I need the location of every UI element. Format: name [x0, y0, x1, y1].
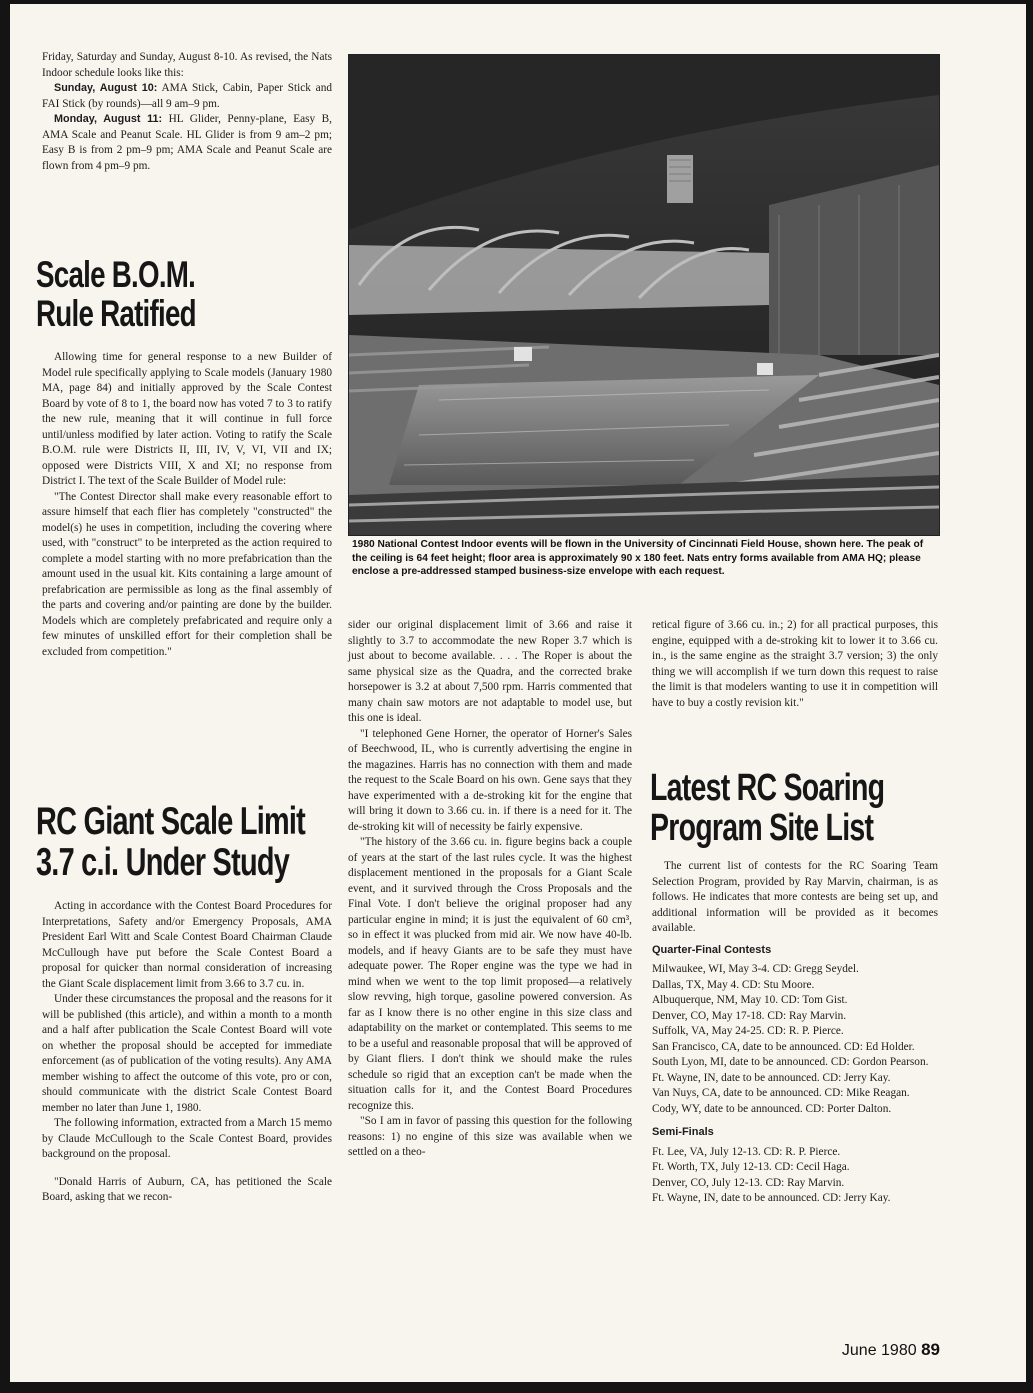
- quarter-final-item: Albuquerque, NM, May 10. CD: Tom Gist.: [652, 994, 848, 1006]
- giant-scale-article-col1: [42, 899, 332, 1206]
- schedule-monday-label: Monday, August 11:: [54, 113, 163, 125]
- giant-scale-col2-paragraph-2: "I telephoned Gene Horner, the operator of Horner's Sales of Beechwood, IL, who is currently advertising the engine in the magazines. Harris has no connection with them and made the request to the Scale Board on his own. Gene says that they have experimented with a de-stroking kit for the engine that will bring it down to 3.66 cu. in. if there is a need for it. The de-stroking kit will of necessity be fairly expensive.: [348, 727, 632, 833]
- quarter-final-item: Suffolk, VA, May 24-25. CD: R. P. Pierce.: [652, 1025, 844, 1037]
- scale-bom-paragraph-1: Allowing time for general response to a new Builder of Model rule specifically applying to Scale models (January 1980 MA, page 84) and initially approved by the Scale Contest Board by vote of 8 to 1, the board now has voted 7 to 3 to ratify the new rule, meaning that it will continue in full force until/unless modified by later action. Voting to ratify the Scale B.O.M. rule were Districts II, III, IV, V, VI, VII and IX; opposed were Districts VIII, X and XI; no response from District I. The text of the Scale Builder of Model rule:: [42, 351, 332, 487]
- giant-scale-col2-paragraph-3: "The history of the 3.66 cu. in. figure begins back a couple of years at the start of the last rules cycle. It was the highest displacement mentioned in the proposals for a Giant Scale event, and it survived through the Cross Proposals and the Final Vote. I don't believe the original proposer had any particular engine in mind; it is just the equivalent of 60 cm³, so in effect it was plucked from mid air. We now have 40-lb. models, and if heavy Giants are to be safe they must have adequate power. The Roper engine was the type we had in mind when we went to the top limit proposed—a relatively slow revving, high torque, gasoline powered conversion. As far as I know there is no other engine in this size class and adaptability on the market or contemplated. This seems to me to be a useful and reasonable proposal that will be approved of by Giant fliers. I don't think we should make the rules schedule so rigid that an exception can't be made when the situation calls for it, and the Contest Board Procedures recognize this.: [348, 836, 632, 1112]
- semi-final-list: [652, 1145, 938, 1207]
- quarter-final-item: San Francisco, CA, date to be announced. CD: Ed Holder.: [652, 1040, 915, 1053]
- schedule-sunday: [42, 81, 332, 112]
- giant-scale-col2-paragraph-1: sider our original displacement limit of 3.66 and raise it slightly to 3.7 to accommodate the new Roper 3.7 which is just about to become available. . . . The Roper is about the same physical size as the Quadra, and the corrected brake horsepower is 3.2 at about 7,500 rpm. Harris commented that many chain saw motors are not adaptable to model use, but this one is ideal.: [348, 619, 632, 724]
- quarter-final-item: Dallas, TX, May 4. CD: Stu Moore.: [652, 978, 815, 991]
- soaring-paragraph-1: The current list of contests for the RC Soaring Team Selection Program, provided by Ray Marvin, chairman, is as follows. He indicates that more contests are being set up, and additional information will be provided as it becomes available.: [652, 860, 938, 934]
- issue-date: June 1980: [841, 1342, 917, 1359]
- giant-scale-paragraph-2: Under these circumstances the proposal and the reasons for it will be published (this article), and within a month to a month and a half after publication the Scale Contest Board will vote on whether the proposal should be accepted for immediate enforcement (as of publication of the voting results). Any AMA member wishing to affect the outcome of this vote, pro or con, should communicate with the district Scale Contest Board member no later than June 1, 1980.: [42, 993, 332, 1114]
- quarter-final-item: Cody, WY, date to be announced. CD: Porter Dalton.: [652, 1102, 892, 1115]
- field-house-illustration: [349, 55, 939, 535]
- semi-final-item: Ft. Wayne, IN, date to be announced. CD: Jerry Kay.: [652, 1192, 891, 1204]
- scale-bom-article: [42, 350, 332, 660]
- quarter-final-item: Ft. Wayne, IN, date to be announced. CD: Jerry Kay.: [652, 1071, 891, 1084]
- schedule-sunday-text: AMA Stick, Cabin, Paper Stick and FAI Stick (by rounds)—all 9 am–9 pm.: [42, 82, 332, 110]
- page-number: 89: [921, 1340, 940, 1359]
- page-folio: [842, 1340, 940, 1360]
- giant-scale-article-col2: [348, 618, 632, 1161]
- giant-scale-paragraph-4: "Donald Harris of Auburn, CA, has petitioned the Scale Board, asking that we recon-: [42, 1175, 332, 1203]
- soaring-headline-line1: Latest RC Soaring: [650, 767, 885, 809]
- quarter-final-item: Milwaukee, WI, May 3-4. CD: Gregg Seydel.: [652, 963, 859, 975]
- quarter-final-item: Van Nuys, CA, date to be announced. CD: Mike Reagan.: [652, 1087, 910, 1099]
- quarter-final-heading: Quarter-Final Contests: [652, 943, 772, 956]
- giant-scale-col3-paragraph-1: retical figure of 3.66 cu. in.; 2) for all practical purposes, this engine, equipped with a de-stroking kit to lower it to 3.66 cu. in., is the same engine as the straight 3.7 version; 3) the only thing we will accomplish if we turn down this request to raise the limit is that modelers wanting to use it in competition will have to buy a costly revision kit.": [652, 619, 938, 709]
- schedule-monday-text: HL Glider, Penny-plane, Easy B, AMA Scale and Peanut Scale. HL Glider is from 9 am–2 pm; Easy B is from 2 pm–9 pm; AMA Scale and Peanut Scale are flown from 4 pm–9 pm.: [42, 113, 333, 172]
- scale-bom-headline: [36, 256, 196, 334]
- soaring-headline: [650, 769, 884, 849]
- field-house-photo: [348, 54, 940, 536]
- magazine-page: [10, 4, 1026, 1382]
- semi-final-item: Ft. Lee, VA, July 12-13. CD: R. P. Pierce.: [652, 1145, 841, 1158]
- intro-paragraph: Friday, Saturday and Sunday, August 8-10. As revised, the Nats Indoor schedule looks like this:: [42, 51, 332, 79]
- semi-final-heading: Semi-Finals: [652, 1126, 714, 1138]
- scale-bom-headline-line2: Rule Ratified: [36, 292, 196, 334]
- giant-scale-headline-line1: RC Giant Scale Limit: [36, 800, 306, 843]
- giant-scale-headline: [36, 802, 305, 884]
- scale-bom-paragraph-2: "The Contest Director shall make every reasonable effort to assure himself that each flier has completely "constructed" the model(s) he uses in competition, including the covering where used, with "construct" to be interpreted as the action required to complete a model starting with no more prefabrication than the amount used in the usual kit. Kits containing a large amount of prefabrication are permissible as long as the final assembly of the parts and covering and/or painting are done by the builder. Models which are completely prefabricated and require only a few minutes of unskilled effort for their completion shall be excluded from competition.": [42, 490, 332, 658]
- soaring-headline-line2: Program Site List: [650, 806, 874, 849]
- giant-scale-article-col3: [652, 618, 938, 711]
- giant-scale-col2-paragraph-4: "So I am in favor of passing this question for the following reasons: 1) no engine of this size was available when we settled on a theo-: [348, 1115, 632, 1158]
- scale-bom-headline-line1: Scale B.O.M.: [36, 254, 196, 295]
- quarter-final-item: South Lyon, MI, date to be announced. CD: Gordon Pearson.: [652, 1056, 929, 1068]
- semi-final-item: Denver, CO, July 12-13. CD: Ray Marvin.: [652, 1176, 845, 1189]
- quarter-final-item: Denver, CO, May 17-18. CD: Ray Marvin.: [652, 1009, 847, 1022]
- giant-scale-headline-line2: 3.7 c.i. Under Study: [36, 840, 290, 884]
- photo-caption: 1980 National Contest Indoor events will be flown in the University of Cincinnati Field House, shown here. The peak of the ceiling is 64 feet height; floor area is approximately 90 x 180 feet. Nats entry forms available from AMA HQ; please enclose a pre-addressed stamped business-size envelope with each request.: [352, 539, 924, 577]
- schedule-monday: [42, 112, 332, 174]
- semi-final-item: Ft. Worth, TX, July 12-13. CD: Cecil Haga.: [652, 1161, 850, 1173]
- schedule-sunday-label: Sunday, August 10:: [54, 82, 158, 94]
- quarter-final-list: [652, 962, 938, 1117]
- giant-scale-paragraph-3: The following information, extracted from a March 15 memo by Claude McCullough to the Scale Contest Board, provides background on the proposal.: [42, 1117, 332, 1160]
- intro-schedule: [42, 50, 332, 174]
- soaring-article: [652, 859, 938, 1207]
- giant-scale-paragraph-1: Acting in accordance with the Contest Board Procedures for Interpretations, Safety and/or Emergency Proposals, AMA President Earl Witt and Scale Contest Board Chairman Claude McCullough have put before the Scale Contest Board a proposal for quicker than normal consideration of increasing the Giant Scale displacement limit from 3.66 to 3.7 cu. in.: [42, 900, 332, 990]
